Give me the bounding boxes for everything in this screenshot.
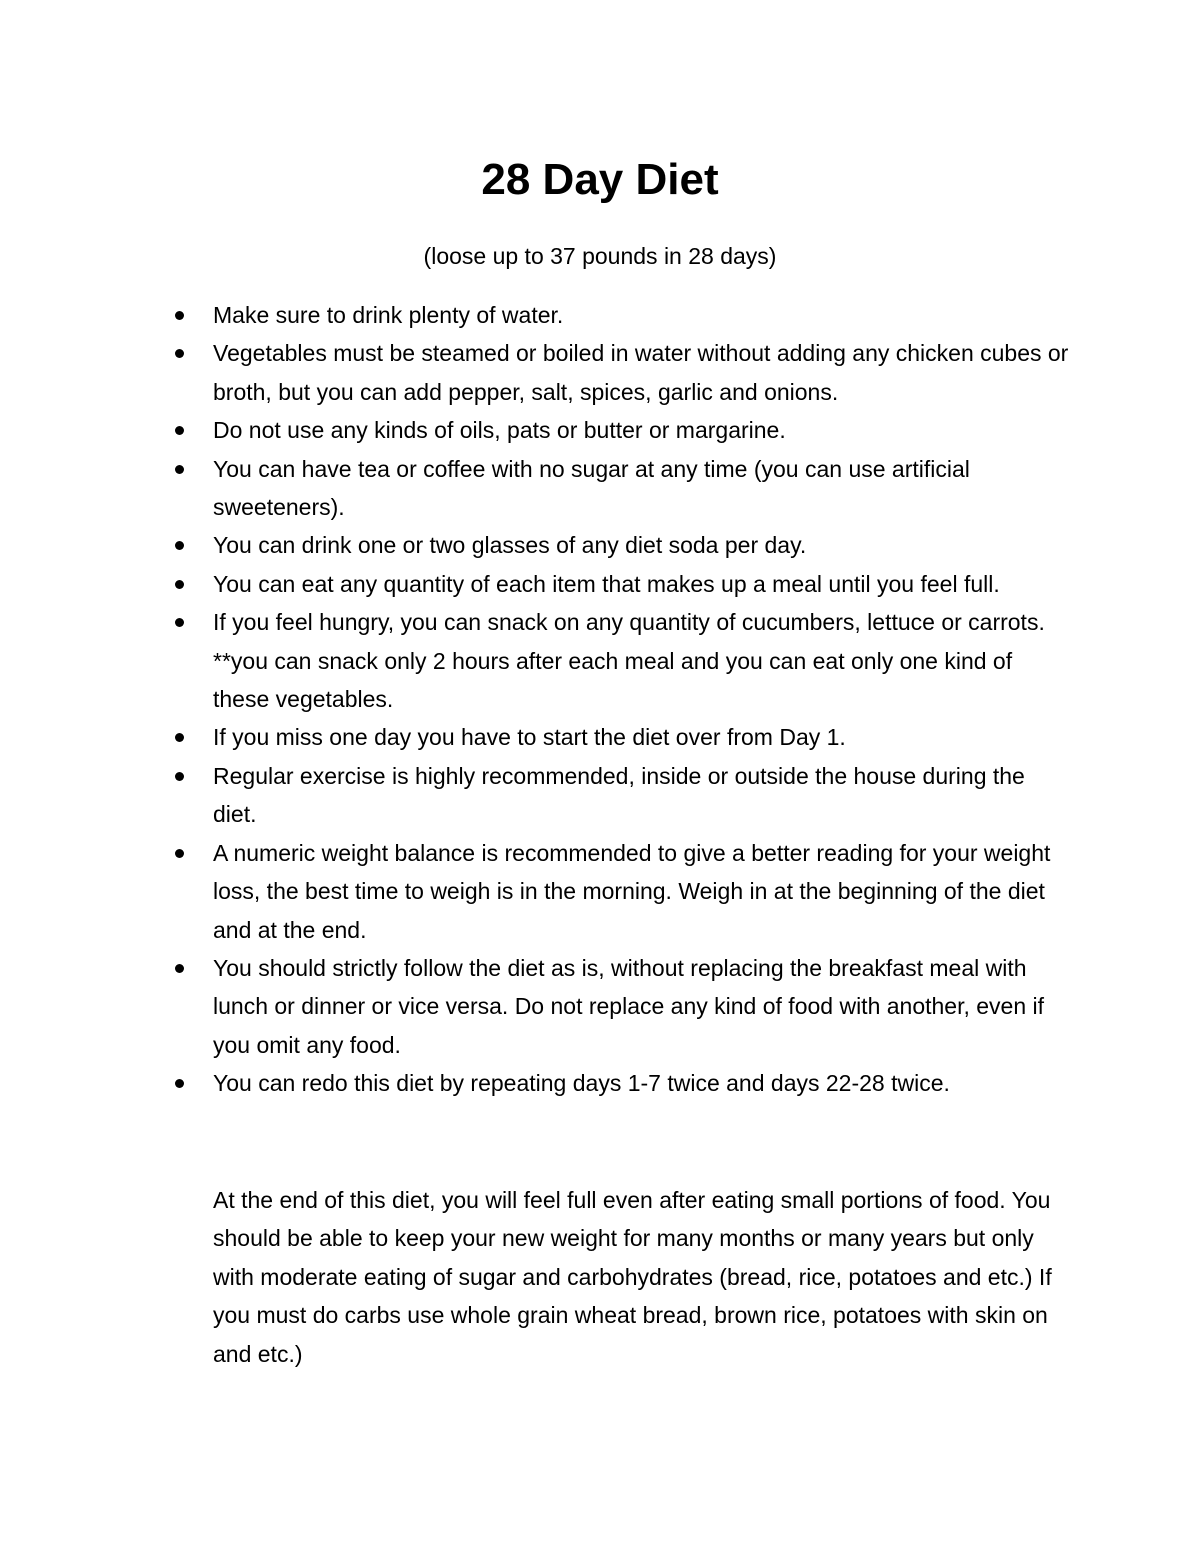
rule-item [213,334,1073,411]
bullet-icon [175,733,184,742]
rule-text: Make sure to drink plenty of water. [213,302,564,328]
bullet-icon [175,311,184,320]
rule-item [213,526,1073,564]
bullet-icon [175,618,184,627]
bullet-icon [175,849,184,858]
bullet-icon [175,349,184,358]
rule-text: If you feel hungry, you can snack on any quantity of cucumbers, lettuce or carrots. **you can snack only 2 hours after each meal and you can eat only one kind of these vegetables. [213,609,1045,713]
bullet-icon [175,580,184,589]
rule-text: You can have tea or coffee with no sugar at any time (you can use artificial sweeteners). [213,455,970,521]
rule-text: You should strictly follow the diet as is, without replacing the breakfast meal with lunch or dinner or vice versa. Do not replace any kind of food with another, even if you omit any food. [213,954,1045,1058]
rule-item [213,411,1073,449]
rule-text: You can eat any quantity of each item that makes up a meal until you feel full. [213,570,1000,597]
rule-item [213,718,1073,756]
rule-item [213,565,1073,603]
rule-item [213,757,1073,834]
rule-text: If you miss one day you have to start the diet over from Day 1. [213,724,846,751]
bullet-icon [175,1079,184,1088]
rule-item [213,949,1073,1064]
rule-text: You can redo this diet by repeating days 1-7 twice and days 22-28 twice. [213,1070,950,1097]
rule-item [213,834,1073,949]
rule-item [213,1064,1073,1102]
bullet-icon [175,426,184,435]
diet-rules-list [213,296,1073,1103]
closing-paragraph: At the end of this diet, you will feel full even after eating small portions of food. You should be able to keep your new weight for many months or many years but only with moderate eating of sugar and carbohydrates (bread, rice, potatoes and etc.) If you must do carbs use whole grain wheat bread, brown rice, potatoes with skin on and etc.) [213,1187,1052,1367]
bullet-icon [175,964,184,973]
bullet-icon [175,772,184,781]
rule-item [213,450,1073,527]
rule-text: Regular exercise is highly recommended, inside or outside the house during the diet. [213,762,1025,828]
rule-text: Do not use any kinds of oils, pats or butter or margarine. [213,417,786,444]
rule-item [213,296,1073,334]
rule-item [213,603,1073,718]
document-subtitle: (loose up to 37 pounds in 28 days) [423,243,777,269]
rule-text: A numeric weight balance is recommended to give a better reading for your weight loss, the best time to weigh is in the morning. Weigh in at the beginning of the diet and at the end. [213,839,1051,943]
bullet-icon [175,465,184,474]
bullet-icon [175,541,184,550]
rule-text: Vegetables must be steamed or boiled in water without adding any chicken cubes or broth, but you can add pepper, salt, spices, garlic and onions. [213,340,1069,405]
document-title: 28 Day Diet [481,155,719,204]
rule-text: You can drink one or two glasses of any diet soda per day. [213,532,807,559]
